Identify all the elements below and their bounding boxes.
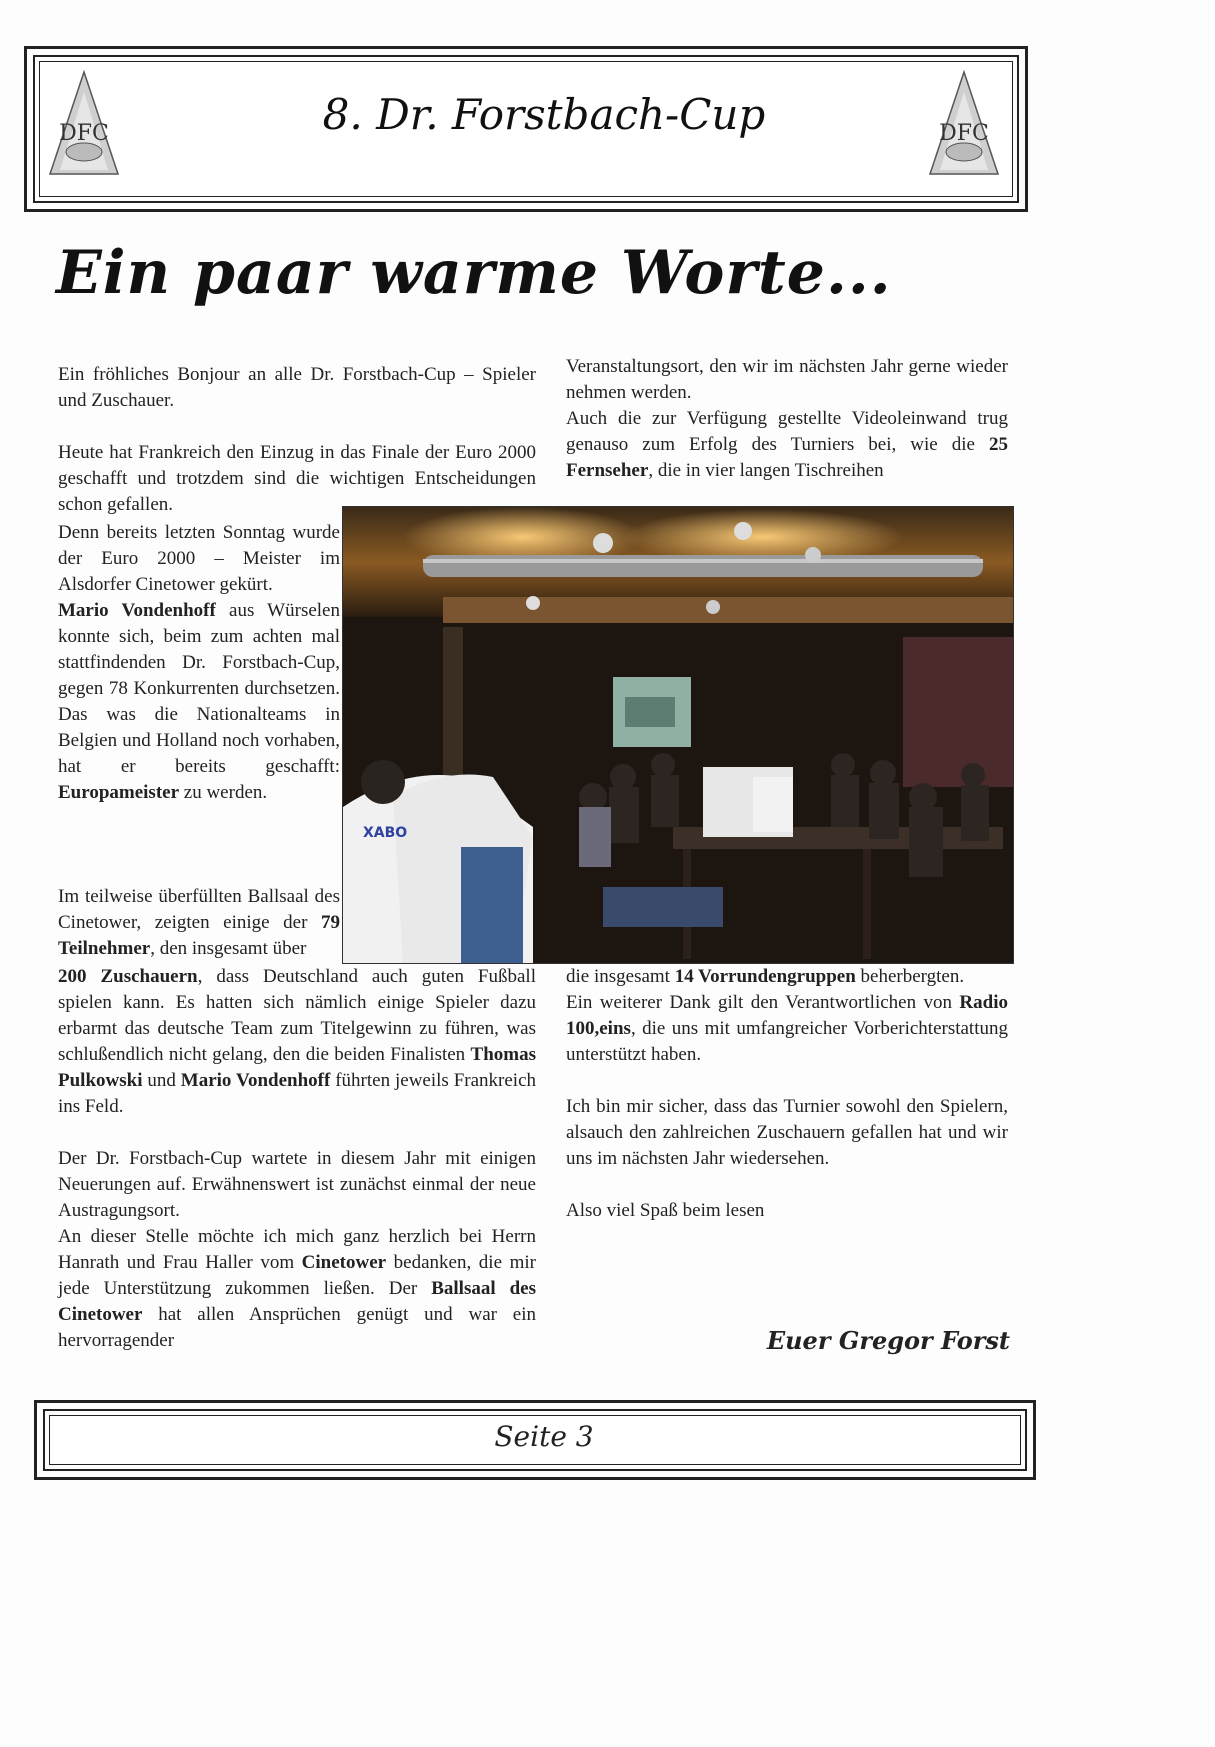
dfc-logo-right (928, 70, 1000, 178)
bold-name: Mario Vondenhoff (58, 600, 216, 621)
left-column-narrow (58, 520, 340, 832)
paragraph: Heute hat Frankreich den Einzug in das Finale der Euro 2000 geschafft und trotzdem sind die wichtigen Entscheidungen schon gefallen. (58, 442, 536, 515)
paragraph: Also viel Spaß beim lesen (566, 1200, 765, 1221)
event-photo (342, 506, 1014, 964)
paragraph: Veranstaltungsort, den wir im nächsten Jahr gerne wieder nehmen werden. (566, 356, 1008, 403)
paragraph: Auch die zur Verfügung gestellte Videoleinwand trug genauso zum Erfolg des Turniers bei, wie die 25 Fernseher, die in vier langen Tischreihen (566, 408, 1008, 481)
paragraph: Der Dr. Forstbach-Cup wartete in diesem Jahr mit einigen Neuerungen auf. Erwähnenswert ist zunächst einmal der neue Austragungsort. (58, 1148, 536, 1221)
logo-text: DFC (939, 121, 989, 146)
paragraph: Ein fröhliches Bonjour an alle Dr. Forstbach-Cup – Spieler und Zuschauer. (58, 364, 536, 411)
paragraph: die insgesamt 14 Vorrundengruppen beherbergten. (566, 966, 965, 987)
right-column-bottom (566, 964, 1008, 1224)
paragraph: Ein weiterer Dank gilt den Verantwortlichen von Radio 100,eins, die uns mit umfangreicher Vorberichterstattung unterstützt haben. (566, 992, 1008, 1065)
dfc-logo-left (48, 70, 120, 178)
bold-title: Europameister (58, 782, 180, 803)
header-title: 8. Dr. Forstbach-Cup (322, 90, 766, 139)
left-column-bottom (58, 964, 536, 1354)
signature: Euer Gregor Forst (766, 1326, 1010, 1355)
right-column-top (566, 354, 1008, 484)
paragraph: 200 Zuschauern, dass Deutschland auch guten Fußball spielen kann. Es hatten sich nämlich einige Spieler dazu erbarmt das deutsche Team zum Titelgewinn zu führen, was schlußendlich nicht gelang, den die beiden Finalisten Thomas Pulkowski und Mario Vondenhoff führten jeweils Frankreich ins Feld. (58, 966, 537, 1117)
page-number: Seite 3 (494, 1420, 594, 1453)
left-column-narrow-2 (58, 884, 340, 962)
paragraph: Denn bereits letzten Sonntag wurde der Euro 2000 – Meister im Alsdorfer Cinetower gekürt. Mario Vondenhoff aus Würselen konnte sich, beim zum achten mal stattfindenden Dr. Forstbach-Cup, gegen 78 Konkurrenten durchsetzen. Das was die Nationalteams in Belgien und Holland noch vorhaben, hat er bereits geschafft: Europameister zu werden. (58, 522, 340, 803)
logo-text: DFC (59, 121, 109, 146)
paragraph: Ich bin mir sicher, dass das Turnier sowohl den Spielern, alsauch den zahlreichen Zuschauern gefallen hat und wir uns im nächsten Jahr wiedersehen. (566, 1096, 1008, 1169)
paragraph: An dieser Stelle möchte ich mich ganz herzlich bei Herrn Hanrath und Frau Haller vom Cinetower bedanken, die mir jede Unterstützung zukommen ließen. Der Ballsaal des Cinetower hat allen Ansprüchen genügt und war ein hervorragender (58, 1226, 536, 1351)
paragraph: Im teilweise überfüllten Ballsaal des Cinetower, zeigten einige der 79 Teilnehmer, den insgesamt über (58, 886, 340, 959)
article-headline: Ein paar warme Worte... (56, 238, 892, 308)
svg-text:XABO: XABO (363, 825, 408, 841)
left-column-intro (58, 362, 536, 518)
